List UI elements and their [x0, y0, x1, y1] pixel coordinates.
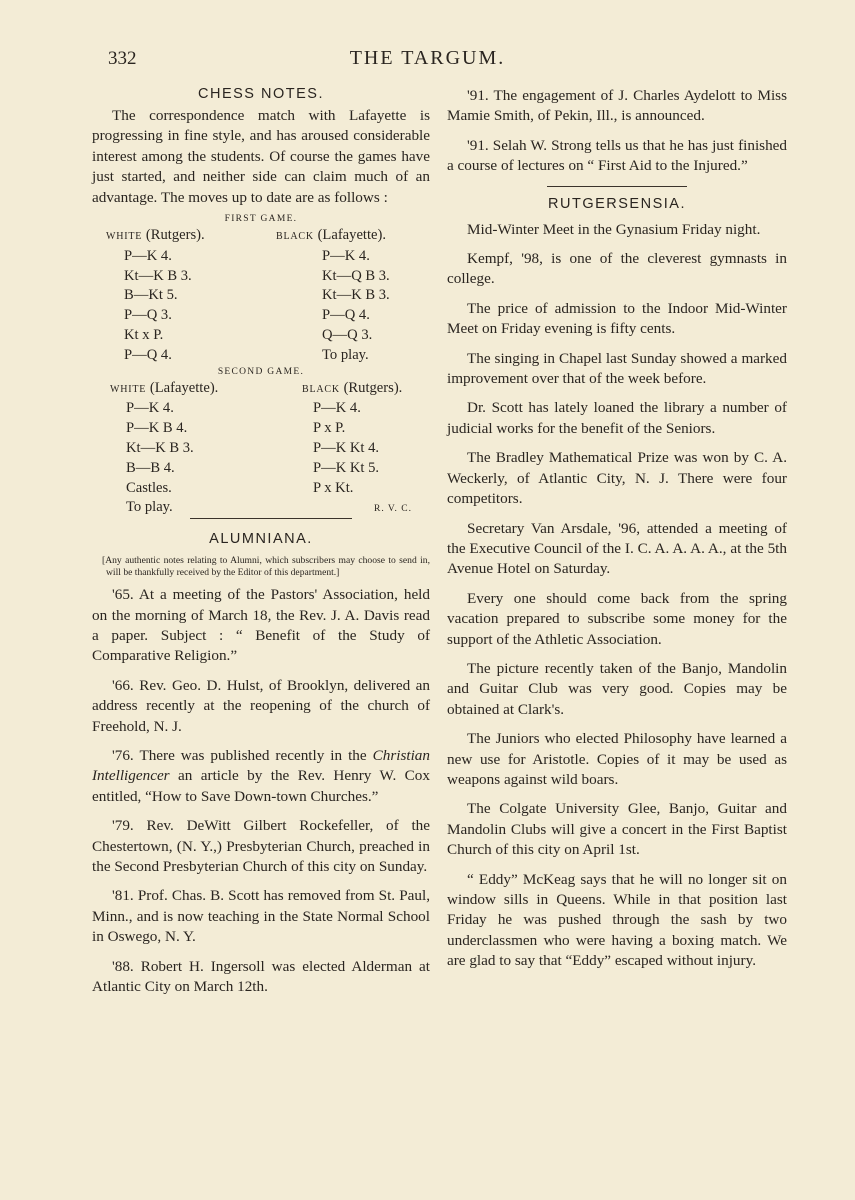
alumni-text: Rev. Geo. D. Hulst, of Brooklyn, delivered an address recently at the reopening of the church of Freehold, N. J. [92, 676, 430, 735]
alumni-year: '91. [467, 87, 489, 104]
white-move: B—B 4. [126, 459, 175, 476]
black-move: Kt—Q B 3. [322, 267, 390, 284]
alumni-text: an article by the Rev. Henry W. Cox entitled, “How to Save Down-town Churches.” [92, 767, 430, 805]
alumni-item [92, 676, 430, 737]
alumni-item [92, 816, 430, 877]
black-team: (Lafayette). [317, 227, 387, 244]
news-item: The Colgate University Glee, Banjo, Guitar and Mandolin Clubs will give a concert in the First Baptist Church of this city on April 1st. [447, 800, 787, 859]
alumni-item [92, 957, 430, 998]
white-label: WHITE [106, 231, 143, 243]
white-move: Kt x P. [124, 327, 164, 344]
alumni-item [447, 136, 787, 177]
black-move: P x Kt. [313, 479, 354, 496]
move-row [92, 498, 430, 520]
white-move: P—Q 3. [124, 307, 172, 324]
alumni-year: '79. [112, 817, 134, 835]
black-label: BLACK [276, 231, 314, 243]
first-game-table [92, 226, 430, 366]
white-move: P—K B 4. [126, 420, 188, 437]
black-move: P—Q 4. [322, 307, 370, 324]
news-item: The price of admission to the Indoor Mid-Winter Meet on Friday evening is fifty cents. [447, 299, 787, 338]
news-item: The picture recently taken of the Banjo, Mandolin and Guitar Club was very good. Copies may be obtained at Clark's. [447, 659, 787, 718]
move-row [92, 439, 430, 459]
move-row [92, 286, 430, 306]
black-move: P x P. [313, 420, 346, 437]
news-item: The singing in Chapel last Sunday showed a marked improvement over that of the week before. [447, 349, 787, 388]
chess-heading: CHESS NOTES. [198, 86, 324, 102]
alumni-text: Selah W. Strong tells us that he has just finished a course of lectures on “ First Aid to the Injured.” [447, 136, 788, 175]
move-row [92, 326, 430, 346]
alumni-text: Rev. DeWitt Gilbert Rockefeller, of the Chestertown, (N. Y.,) Presbyterian Church, preached in the Second Presbyterian Church of this city on Sunday. [92, 817, 430, 876]
divider [190, 518, 352, 519]
black-move: Q—Q 3. [322, 327, 373, 344]
alumni-text: Robert H. Ingersoll was elected Alderman at Atlantic City on March 12th. [92, 957, 431, 996]
white-move: P—K 4. [124, 247, 172, 264]
move-row [92, 306, 430, 326]
alumniana-heading: ALUMNIANA. [209, 531, 313, 548]
second-game-label: SECOND GAME. [217, 366, 305, 377]
news-item: “ Eddy” McKeag says that he will no longer sit on window sills in Queens. While in that position last Friday he was pushed through the sash by two underclassmen who were having a boxing match. We are glad to say that “Eddy” escaped without injury. [447, 870, 787, 970]
news-item: The Bradley Mathematical Prize was won by C. A. Weckerly, of Atlantic City, N. J. There were four competitors. [447, 449, 787, 508]
alumni-year: '65. [112, 586, 134, 604]
news-item: Mid-Winter Meet in the Gynasium Friday night. [467, 220, 761, 238]
white-team: (Lafayette). [149, 379, 219, 396]
black-move: P—K 4. [322, 247, 370, 264]
rutgersensia-heading: RUTGERSENSIA. [548, 195, 686, 212]
white-label: WHITE [110, 383, 147, 395]
move-row [92, 267, 430, 287]
alumni-year: '88. [112, 957, 134, 975]
news-item: Every one should come back from the spring vacation prepared to subscribe some money for the support of the Athletic Association. [447, 589, 787, 648]
alumniana-note: [Any authentic notes relating to Alumni, which subscribers may choose to send in, will be thankfully received by the Editor of this department.] [102, 555, 430, 579]
right-column [447, 86, 787, 972]
white-team: (Rutgers). [145, 227, 205, 244]
news-item: The Juniors who elected Philosophy have learned a new use for Aristotle. Copies of it may be used as weapons against wild boars. [447, 730, 787, 788]
alumni-year: '66. [112, 676, 134, 694]
divider [547, 186, 687, 187]
alumni-text: There was published recently in the [139, 747, 367, 765]
chess-intro: The correspondence match with Lafayette is progressing in fine style, and has aroused considerable interest among the students. Of course the games have just started, and neither side can claim much of an advantage. The moves up to date are as follows : [92, 107, 430, 206]
move-row [92, 247, 430, 267]
alumni-year: '91. [467, 136, 489, 154]
white-move: Castles. [126, 479, 172, 496]
second-game-table [92, 379, 430, 521]
alumni-item [447, 86, 787, 127]
news-item: Secretary Van Arsdale, '96, attended a meeting of the Executive Council of the I. C. A. A. A. A., at the 5th Avenue Hotel on Saturday. [447, 519, 787, 578]
black-team: (Rutgers). [343, 379, 403, 396]
to-play: To play. [126, 499, 173, 516]
black-label: BLACK [302, 383, 340, 395]
alumni-year: '76. [112, 747, 134, 765]
first-game-label: FIRST GAME. [224, 214, 298, 225]
move-row [92, 419, 430, 439]
black-move: P—K Kt 4. [313, 440, 380, 456]
alumni-text: The engagement of J. Charles Aydelott to Miss Mamie Smith, of Pekin, Ill., is announced. [447, 87, 787, 125]
alumni-text: Prof. Chas. B. Scott has removed from St. Paul, Minn., and is now teaching in the State Normal School in Oswego, N. Y. [92, 887, 430, 946]
second-game-header [92, 379, 430, 400]
first-game-header [92, 226, 430, 247]
white-move: P—K 4. [126, 400, 174, 417]
black-move: P—K 4. [313, 400, 361, 417]
alumni-year: '81. [112, 887, 134, 905]
move-row [92, 346, 430, 366]
alumni-item [92, 585, 430, 667]
white-move: B—Kt 5. [124, 287, 178, 304]
white-move: Kt—K B 3. [124, 267, 192, 284]
alumni-item [92, 746, 430, 807]
running-head: THE TARGUM. [349, 47, 506, 69]
news-item: Kempf, '98, is one of the cleverest gymnasts in college. [447, 250, 787, 288]
signature: R. V. C. [373, 504, 412, 515]
page-number: 332 [108, 48, 137, 69]
publication-title: Christian Intelligencer [92, 747, 430, 785]
move-row [92, 399, 430, 419]
alumni-item [92, 886, 430, 947]
white-move: P—Q 4. [124, 346, 172, 363]
move-row [92, 479, 430, 499]
black-move: To play. [322, 346, 369, 363]
alumni-text: At a meeting of the Pastors' Association, held on the morning of March 18, the Rev. J. A. Davis read a paper. Subject : “ Benefit of the Study of Comparative Religion.” [92, 586, 430, 665]
white-move: Kt—K B 3. [126, 440, 194, 456]
black-move: Kt—K B 3. [322, 287, 390, 304]
news-item: Dr. Scott has lately loaned the library a number of judicial works for the benefit of the Seniors. [447, 399, 787, 437]
left-column [92, 86, 430, 998]
black-move: P—K Kt 5. [313, 459, 380, 476]
move-row [92, 459, 430, 479]
